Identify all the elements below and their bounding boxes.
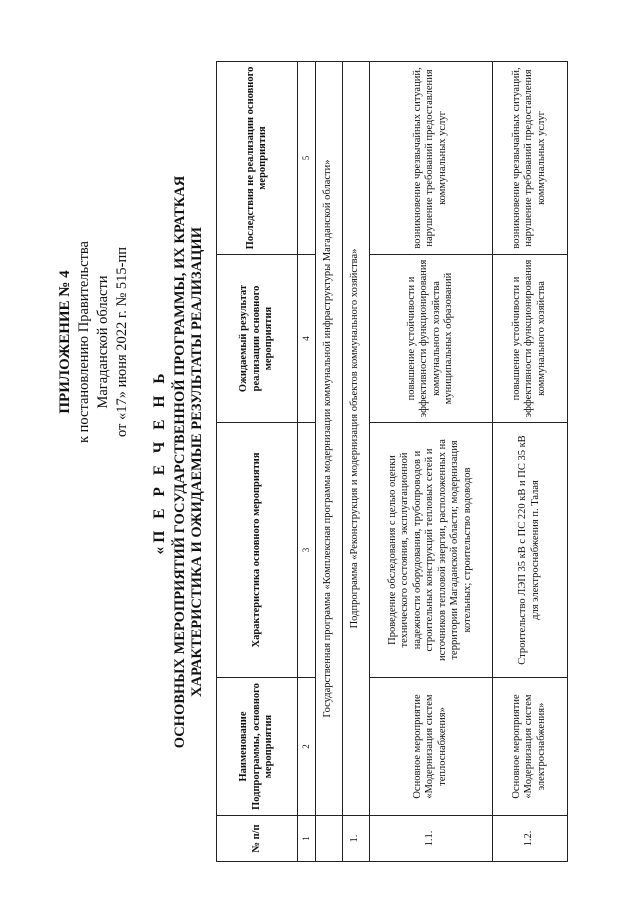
col-number: 2: [298, 678, 316, 816]
row-name: Основное мероприятие «Модернизация систем электроснабжения»: [492, 678, 567, 816]
table-header-row: [217, 62, 298, 862]
heading-line2: ХАРАКТЕРИСТИКА И ОЖИДАЕМЫЕ РЕЗУЛЬТАТЫ РЕАЛИЗАЦИИ: [189, 227, 205, 697]
subprogram-title: Подпрограмма «Реконструкция и модернизация объектов коммунального хозяйства»: [342, 62, 369, 816]
heading-line1: ОСНОВНЫХ МЕРОПРИЯТИЙ ГОСУДАРСТВЕННОЙ ПРОГРАММЫ, ИХ КРАТКАЯ: [172, 175, 188, 749]
program-row: [315, 62, 342, 862]
row-num: 1.1.: [369, 816, 492, 862]
document-heading: [151, 62, 206, 862]
document-page: [48, 62, 608, 862]
appendix-line1: к постановлению Правительства: [76, 241, 92, 443]
appendix-line2: Магаданской области: [95, 275, 111, 409]
program-title: Государственная программа «Комплексная программа модернизации коммунальной инфраструктуры Магаданской области»: [315, 62, 342, 816]
appendix-block: [56, 122, 132, 562]
col-number: 5: [298, 62, 316, 255]
header-description: Характеристика основного мероприятия: [217, 423, 298, 678]
col-number: 3: [298, 423, 316, 678]
appendix-title: ПРИЛОЖЕНИЕ № 4: [57, 270, 73, 414]
row-result: повышение устойчивости и эффективности функционирования коммунального хозяйства: [492, 255, 567, 423]
table-row: [492, 62, 567, 862]
header-result: Ожидаемый результат реализации основного мероприятия: [217, 255, 298, 423]
row-description: Проведение обследования с целью оценки технического состояния, эксплуатационной надежности оборудования, трубопроводов и строительных конструкций тепловых сетей и источников тепловой энергии, расположенных на территории Магаданской области; модернизация котельных; строительство водоводов: [369, 423, 492, 678]
row-consequence: возникновение чрезвычайных ситуаций, нарушение требований предоставления коммунальных услуг: [369, 62, 492, 255]
col-number: 4: [298, 255, 316, 423]
row-description: Строительство ЛЭП 35 кВ с ПС 220 кВ и ПС 35 кВ для электроснабжения п. Талая: [492, 423, 567, 678]
table-row: [369, 62, 492, 862]
heading-perechen: «П Е Р Е Ч Е Н Ь: [151, 369, 168, 555]
row-name: Основное мероприятие «Модернизация систем теплоснабжения»: [369, 678, 492, 816]
row-num: 1.2.: [492, 816, 567, 862]
measures-table: [216, 61, 568, 862]
subprogram-num: 1.: [342, 816, 369, 862]
header-name: Наименование Подпрограммы, основного мероприятия: [217, 678, 298, 816]
appendix-line3: от «17» июня 2022 г. № 515-пп: [114, 246, 130, 438]
row-result: повышение устойчивости и эффективности функционирования коммунального хозяйства муниципальных образований: [369, 255, 492, 423]
header-num: № п/п: [217, 816, 298, 862]
header-consequence: Последствия не реализации основного мероприятия: [217, 62, 298, 255]
column-number-row: [298, 62, 316, 862]
row-consequence: возникновение чрезвычайных ситуаций, нарушение требований предоставления коммунальных услуг: [492, 62, 567, 255]
col-number: 1: [298, 816, 316, 862]
subprogram-row: [342, 62, 369, 862]
